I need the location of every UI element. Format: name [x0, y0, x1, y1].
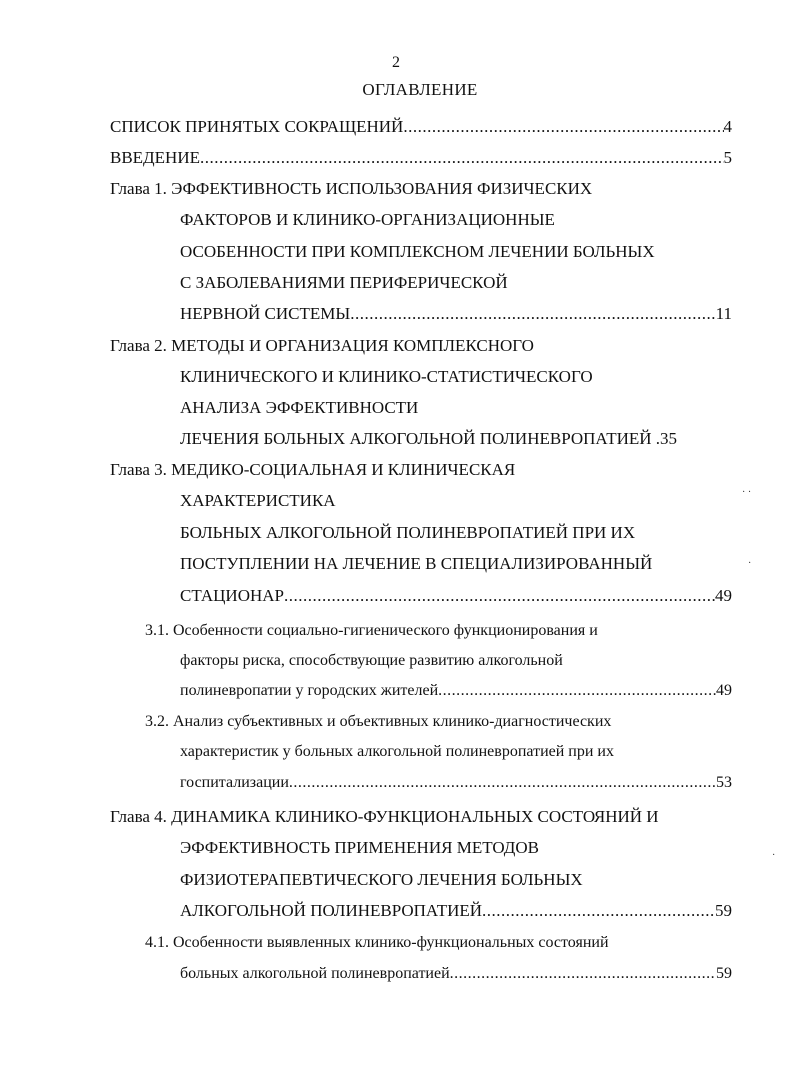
scan-speck: · [772, 850, 776, 861]
page-number: 2 [392, 54, 400, 71]
toc-chapter3-line-3: БОЛЬНЫХ АЛКОГОЛЬНОЙ ПОЛИНЕВРОПАТИЕЙ ПРИ ИХ [180, 523, 636, 542]
toc-chapter1-line-2: ФАКТОРОВ И КЛИНИКО-ОРГАНИЗАЦИОННЫЕ [180, 210, 555, 229]
toc-entry-introduction[interactable] [110, 147, 732, 169]
dot-leader [438, 680, 716, 702]
toc-entry-abbreviations[interactable] [110, 116, 732, 138]
toc-entry-chapter3[interactable] [180, 585, 732, 607]
toc-entry-text: ЛЕЧЕНИЯ БОЛЬНЫХ АЛКОГОЛЬНОЙ ПОЛИНЕВРОПАТИЕЙ . [180, 429, 661, 448]
toc-entry-page: 59 [715, 901, 732, 920]
toc-chapter1-line-4: С ЗАБОЛЕВАНИЯМИ ПЕРИФЕРИЧЕСКОЙ [180, 273, 508, 292]
toc-entry-page: 53 [716, 774, 732, 791]
toc-entry-text: полиневропатии у городских жителей [180, 682, 439, 699]
toc-entry-text: госпитализации [180, 774, 289, 791]
toc-entry-page: 4 [723, 117, 732, 136]
toc-entry-chapter2[interactable] [180, 428, 732, 450]
scan-speck: · [748, 558, 752, 569]
toc-entry-page: 49 [716, 682, 732, 699]
toc-section3-1-line-2: факторы риска, способствующие развитию алкогольной [180, 652, 563, 669]
toc-chapter4-line-1: Глава 4. ДИНАМИКА КЛИНИКО-ФУНКЦИОНАЛЬНЫХ СОСТОЯНИЙ И [110, 807, 659, 826]
dot-leader [482, 900, 715, 922]
toc-entry-text: ВВЕДЕНИЕ [110, 148, 200, 167]
toc-entry-page: 49 [715, 586, 732, 605]
toc-entry-text: АЛКОГОЛЬНОЙ ПОЛИНЕВРОПАТИЕЙ [180, 901, 483, 920]
toc-entry-page: 59 [716, 965, 732, 982]
toc-chapter4-line-3: ФИЗИОТЕРАПЕВТИЧЕСКОГО ЛЕЧЕНИЯ БОЛЬНЫХ [180, 870, 583, 889]
dot-leader [284, 585, 715, 607]
toc-section4-1-line-1: 4.1. Особенности выявленных клинико-функциональных состояний [145, 934, 609, 951]
toc-entry-chapter4[interactable] [180, 900, 732, 922]
toc-entry-chapter1[interactable] [180, 303, 732, 325]
toc-entry-text: СПИСОК ПРИНЯТЫХ СОКРАЩЕНИЙ [110, 117, 404, 136]
scan-speck: · · [742, 487, 752, 498]
toc-chapter1-line-3: ОСОБЕННОСТИ ПРИ КОМПЛЕКСНОМ ЛЕЧЕНИИ БОЛЬНЫХ [180, 242, 655, 261]
toc-entry-text: больных алкогольной полиневропатией [180, 965, 450, 982]
toc-chapter3-line-2: ХАРАКТЕРИСТИКА [180, 491, 336, 510]
toc-entry-page: 35 [660, 429, 678, 448]
toc-chapter3-line-1: Глава 3. МЕДИКО-СОЦИАЛЬНАЯ И КЛИНИЧЕСКАЯ [110, 460, 516, 479]
dot-leader [350, 303, 715, 325]
toc-chapter2-line-3: АНАЛИЗА ЭФФЕКТИВНОСТИ [180, 398, 419, 417]
toc-entry-page: 11 [715, 304, 732, 323]
dot-leader [200, 147, 724, 169]
toc-entry-section3-2[interactable] [180, 772, 732, 794]
toc-entry-section3-1[interactable] [180, 680, 732, 702]
toc-chapter1-line-1: Глава 1. ЭФФЕКТИВНОСТЬ ИСПОЛЬЗОВАНИЯ ФИЗИЧЕСКИХ [110, 179, 593, 198]
toc-entry-text: НЕРВНОЙ СИСТЕМЫ [180, 304, 351, 323]
toc-chapter2-line-1: Глава 2. МЕТОДЫ И ОРГАНИЗАЦИЯ КОМПЛЕКСНОГО [110, 336, 534, 355]
toc-section3-2-line-2: характеристик у больных алкогольной полиневропатией при их [180, 743, 614, 760]
toc-chapter2-line-2: КЛИНИЧЕСКОГО И КЛИНИКО-СТАТИСТИЧЕСКОГО [180, 367, 593, 386]
dot-leader [289, 772, 716, 794]
dot-leader [450, 963, 716, 985]
toc-section3-1-line-1: 3.1. Особенности социально-гигиенического функционирования и [145, 622, 598, 639]
toc-entry-text: СТАЦИОНАР [180, 586, 284, 605]
toc-title: ОГЛАВЛЕНИЕ [362, 80, 478, 99]
toc-entry-page: 5 [723, 148, 732, 167]
toc-section3-2-line-1: 3.2. Анализ субъективных и объективных клинико-диагностических [145, 713, 612, 730]
toc-chapter4-line-2: ЭФФЕКТИВНОСТЬ ПРИМЕНЕНИЯ МЕТОДОВ [180, 838, 540, 857]
toc-chapter3-line-4: ПОСТУПЛЕНИИ НА ЛЕЧЕНИЕ В СПЕЦИАЛИЗИРОВАННЫЙ [180, 554, 653, 573]
dot-leader [403, 116, 723, 138]
toc-entry-section4-1[interactable] [180, 963, 732, 985]
